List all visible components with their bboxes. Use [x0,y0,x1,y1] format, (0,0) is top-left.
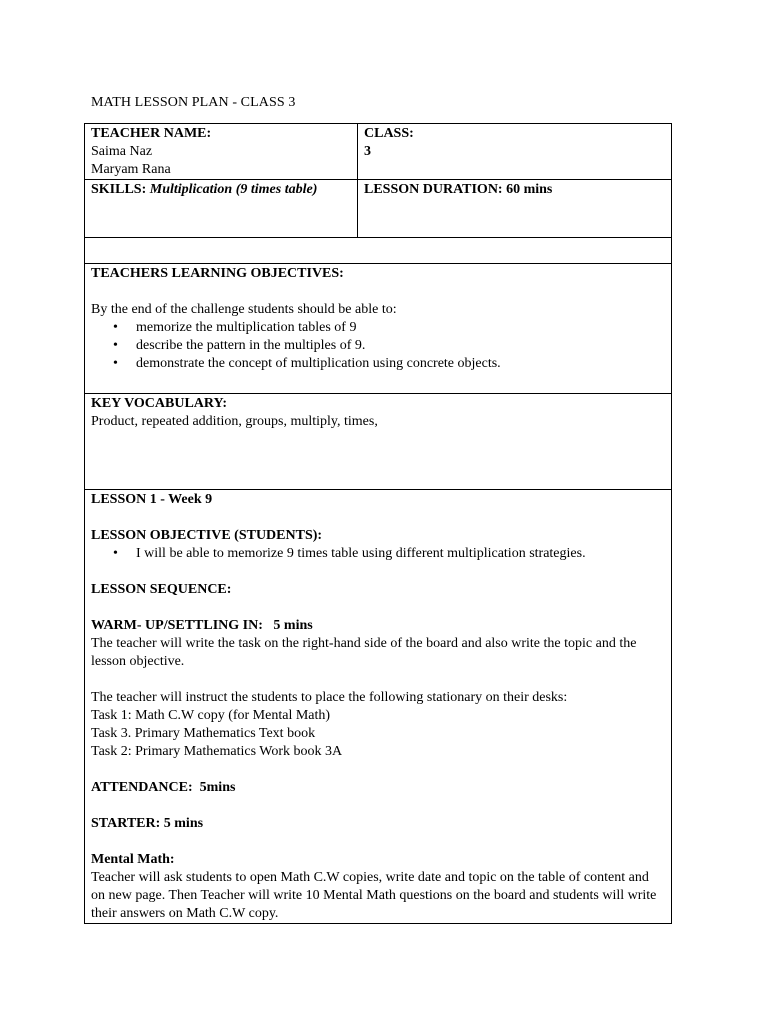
teachers-objectives-intro: By the end of the challenge students should be able to: [91,302,397,317]
warmup-heading: WARM- UP/SETTLING IN: 5 mins [91,618,313,633]
lesson-heading: LESSON 1 - Week 9 [91,492,213,507]
teachers-objectives-heading: TEACHERS LEARNING OBJECTIVES: [91,266,344,281]
class-label: CLASS: [364,126,414,141]
skills-label: SKILLS: [91,182,147,197]
teacher-class-row [85,124,672,180]
vocabulary-row [85,394,672,490]
mental-math-heading: Mental Math: [91,852,175,867]
attendance-heading: ATTENDANCE: 5mins [91,780,236,795]
warmup-text: The teacher will write the task on the right-hand side of the board and also write the topic and the lesson objective. [91,636,637,669]
lesson-cell [85,490,672,924]
teachers-objectives-cell [85,264,672,394]
vocabulary-text: Product, repeated addition, groups, multiply, times, [91,414,378,429]
lesson-plan-table [84,123,672,924]
duration-label: LESSON DURATION: 60 mins [364,182,553,197]
lesson-objective-heading: LESSON OBJECTIVE (STUDENTS): [91,528,323,543]
list-item: • demonstrate the concept of multiplication using concrete objects. [91,355,665,373]
teacher-name-1: Saima Naz [91,144,153,159]
list-item: • I will be able to memorize 9 times table using different multiplication strategies. [91,545,665,563]
task-item: Task 3. Primary Mathematics Text book [91,726,316,741]
duration-cell [358,180,672,238]
lesson-sequence-heading: LESSON SEQUENCE: [91,582,232,597]
lesson-objective-list [91,545,665,563]
skills-cell [85,180,358,238]
teacher-label: TEACHER NAME: [91,126,212,141]
list-item: • describe the pattern in the multiples of 9. [91,337,665,355]
class-cell [358,124,672,180]
mental-math-text: Teacher will ask students to open Math C.W copies, write date and topic on the table of content and on new page. Then Teacher will write 10 Mental Math questions on the board and students will write their answers on Math C.W copy. [91,870,657,921]
vocabulary-cell [85,394,672,490]
list-item: • memorize the multiplication tables of 9 [91,319,665,337]
empty-row [85,238,672,264]
empty-cell [85,238,672,264]
lesson-row [85,490,672,924]
task-item: Task 2: Primary Mathematics Work book 3A [91,744,343,759]
teacher-name-2: Maryam Rana [91,162,171,177]
class-value: 3 [364,144,371,159]
teacher-cell [85,124,358,180]
vocabulary-heading: KEY VOCABULARY: [91,396,228,411]
starter-heading: STARTER: 5 mins [91,816,204,831]
task-item: Task 1: Math C.W copy (for Mental Math) [91,708,331,723]
skills-value: Multiplication (9 times table) [149,182,318,197]
skills-duration-row [85,180,672,238]
teachers-objectives-row [85,264,672,394]
document-title: MATH LESSON PLAN - CLASS 3 [91,95,296,110]
teachers-objectives-list [91,319,665,373]
stationary-intro: The teacher will instruct the students to place the following stationary on their desks: [91,690,568,705]
